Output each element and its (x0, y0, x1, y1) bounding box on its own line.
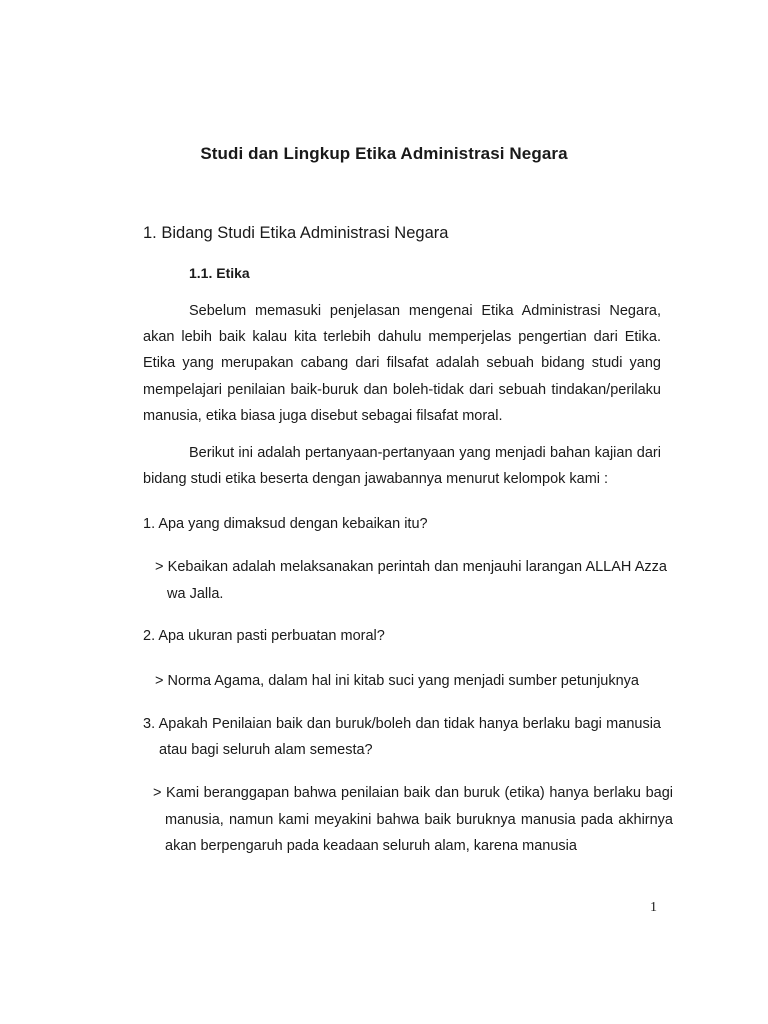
question-2: 2. Apa ukuran pasti perbuatan moral? (143, 628, 385, 644)
page-number: 1 (650, 900, 657, 915)
paragraph-questions-intro: Berikut ini adalah pertanyaan-pertanyaan yang menjadi bahan kajian dari bidang studi etika beserta dengan jawabannya menurut kelompok kami : (143, 445, 661, 488)
paragraph-intro: Sebelum memasuki penjelasan mengenai Etika Administrasi Negara, akan lebih baik kalau kita terlebih dahulu memperjelas pengertian dari Etika. Etika yang merupakan cabang dari filsafat adalah sebuah bidang studi yang mempelajari penilaian baik-buruk dan boleh-tidak dari sebuah tindakan/perilaku manusia, etika biasa juga disebut sebagai filsafat moral. (143, 303, 661, 424)
answer-3: > Kami beranggapan bahwa penilaian baik dan buruk (etika) hanya berlaku bagi manusia, namun kami meyakini bahwa baik buruknya manusia pada akhirnya akan berpengaruh pada keadaan seluruh alam, karena manusia (153, 785, 673, 854)
answer-2: > Norma Agama, dalam hal ini kitab suci yang menjadi sumber petunjuknya (155, 673, 639, 689)
question-1: 1. Apa yang dimaksud dengan kebaikan itu? (143, 516, 428, 532)
document-title: Studi dan Lingkup Etika Administrasi Negara (200, 144, 568, 163)
question-3: 3. Apakah Penilaian baik dan buruk/boleh dan tidak hanya berlaku bagi manusia atau bagi seluruh alam semesta? (143, 716, 661, 758)
answer-1: > Kebaikan adalah melaksanakan perintah dan menjauhi larangan ALLAH Azza wa Jalla. (155, 559, 667, 602)
subsection-heading: 1.1. Etika (189, 265, 250, 281)
section-heading: 1. Bidang Studi Etika Administrasi Negara (143, 224, 449, 242)
